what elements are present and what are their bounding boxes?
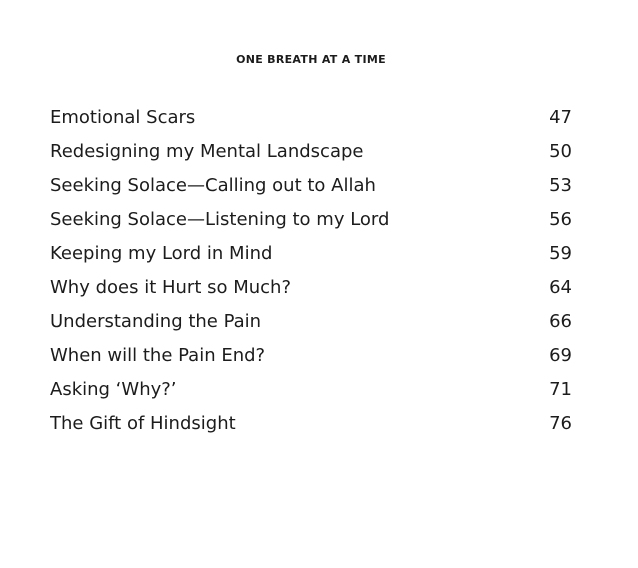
toc-entry-title: When will the Pain End?: [50, 345, 266, 366]
toc-entry-title: Redesigning my Mental Landscape: [50, 141, 364, 162]
toc-entry-title: Keeping my Lord in Mind: [50, 243, 273, 264]
toc-entry-page: 53: [549, 175, 572, 196]
toc-entry-page: 71: [549, 379, 572, 400]
table-of-contents: [50, 101, 572, 441]
toc-entry: [50, 407, 572, 441]
running-head: ONE BREATH AT A TIME: [236, 53, 386, 66]
toc-entry-title: Emotional Scars: [50, 107, 196, 128]
toc-entry-page: 66: [549, 311, 572, 332]
toc-entry-title: Understanding the Pain: [50, 311, 262, 332]
toc-entry: [50, 271, 572, 305]
toc-entry-page: 76: [549, 413, 572, 434]
toc-entry-title: Why does it Hurt so Much?: [50, 277, 292, 298]
toc-entry-title: The Gift of Hindsight: [50, 413, 236, 434]
toc-entry: [50, 169, 572, 203]
toc-entry-title: Seeking Solace—Listening to my Lord: [50, 209, 390, 230]
toc-entry: [50, 203, 572, 237]
toc-entry-page: 69: [549, 345, 572, 366]
toc-entry: [50, 373, 572, 407]
toc-entry-title: Asking ‘Why?’: [50, 379, 177, 400]
toc-entry-title: Seeking Solace—Calling out to Allah: [50, 175, 376, 196]
toc-entry: [50, 339, 572, 373]
toc-entry: [50, 305, 572, 339]
toc-entry-page: 47: [549, 107, 572, 128]
toc-entry-page: 56: [549, 209, 572, 230]
toc-entry: [50, 237, 572, 271]
toc-entry: [50, 101, 572, 135]
toc-entry-page: 50: [549, 141, 572, 162]
toc-entry-page: 64: [549, 277, 572, 298]
toc-entry: [50, 135, 572, 169]
toc-entry-page: 59: [549, 243, 572, 264]
